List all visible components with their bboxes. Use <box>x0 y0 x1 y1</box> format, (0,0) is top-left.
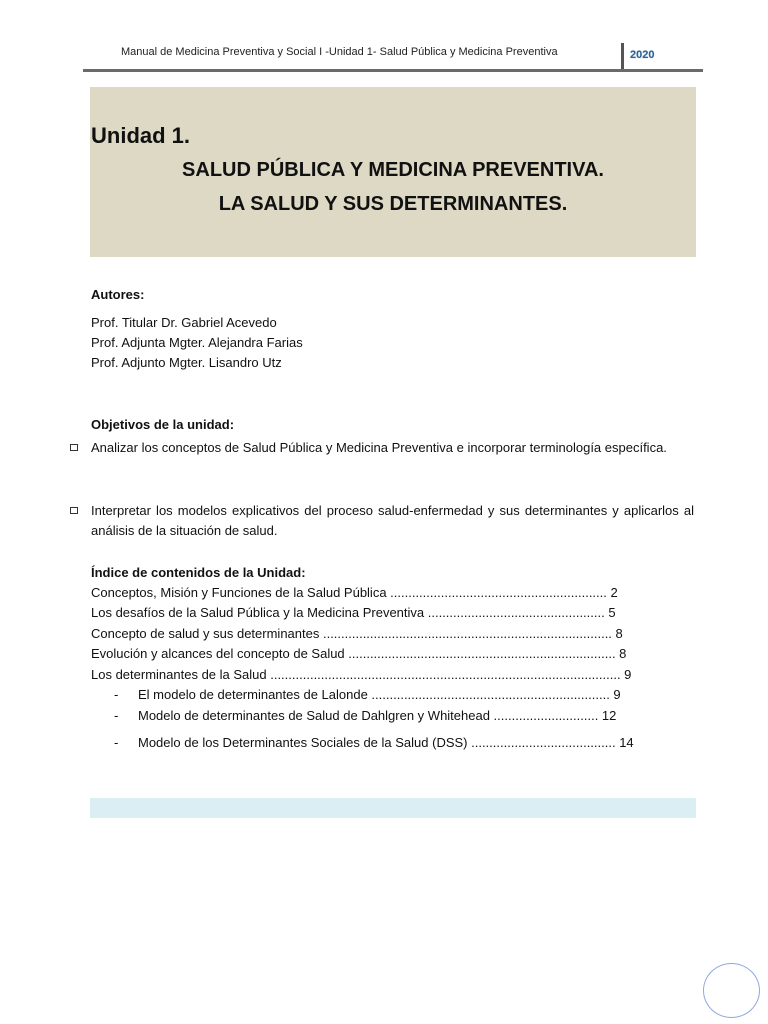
toc-subentry: Modelo de los Determinantes Sociales de la Salud (DSS) ........................................ 14 <box>138 735 634 750</box>
objectives-heading: Objetivos de la unidad: <box>91 417 235 432</box>
header-separator <box>621 43 624 69</box>
toc-entry: Conceptos, Misión y Funciones de la Salud Pública ............................................................ 2 <box>91 585 618 600</box>
header-rule <box>83 69 703 72</box>
author-name: Prof. Adjunta Mgter. Alejandra Farias <box>91 335 303 350</box>
list-dash: - <box>114 687 119 702</box>
page-number-circle <box>703 963 760 1018</box>
toc-entry: Evolución y alcances del concepto de Salud .......................................................................... 8 <box>91 646 627 661</box>
main-title-line-1: SALUD PÚBLICA Y MEDICINA PREVENTIVA. <box>182 159 604 181</box>
toc-entry: Concepto de salud y sus determinantes ................................................................................ 8 <box>91 626 623 641</box>
footer-bar <box>90 798 696 818</box>
bullet-icon <box>70 507 78 514</box>
header-year: 2020 <box>630 49 655 61</box>
toc-entry: Los desafíos de la Salud Pública y la Medicina Preventiva ................................................. 5 <box>91 605 616 620</box>
objective-item: Analizar los conceptos de Salud Pública y Medicina Preventiva e incorporar terminología específica. <box>91 440 667 455</box>
bullet-icon <box>70 444 78 451</box>
authors-heading: Autores: <box>91 287 145 302</box>
author-name: Prof. Titular Dr. Gabriel Acevedo <box>91 315 277 330</box>
objective-item: Interpretar los modelos explicativos del proceso salud-enfermedad y sus determinantes y aplicarlos al análisis de la situación de salud. <box>91 503 694 538</box>
index-heading: Índice de contenidos de la Unidad: <box>91 565 306 580</box>
list-dash: - <box>114 708 119 723</box>
toc-subentry: Modelo de determinantes de Salud de Dahlgren y Whitehead ............................. 12 <box>138 708 617 723</box>
unit-label: Unidad 1. <box>91 123 191 148</box>
list-dash: - <box>114 735 119 750</box>
main-title-line-2: LA SALUD Y SUS DETERMINANTES. <box>218 193 568 215</box>
header-title: Manual de Medicina Preventiva y Social I -Unidad 1- Salud Pública y Medicina Preventiva <box>121 46 558 58</box>
toc-subentry: El modelo de determinantes de Lalonde .................................................................. 9 <box>138 687 621 702</box>
toc-entry: Los determinantes de la Salud ................................................................................................. 9 <box>91 667 632 682</box>
author-name: Prof. Adjunto Mgter. Lisandro Utz <box>91 355 282 370</box>
